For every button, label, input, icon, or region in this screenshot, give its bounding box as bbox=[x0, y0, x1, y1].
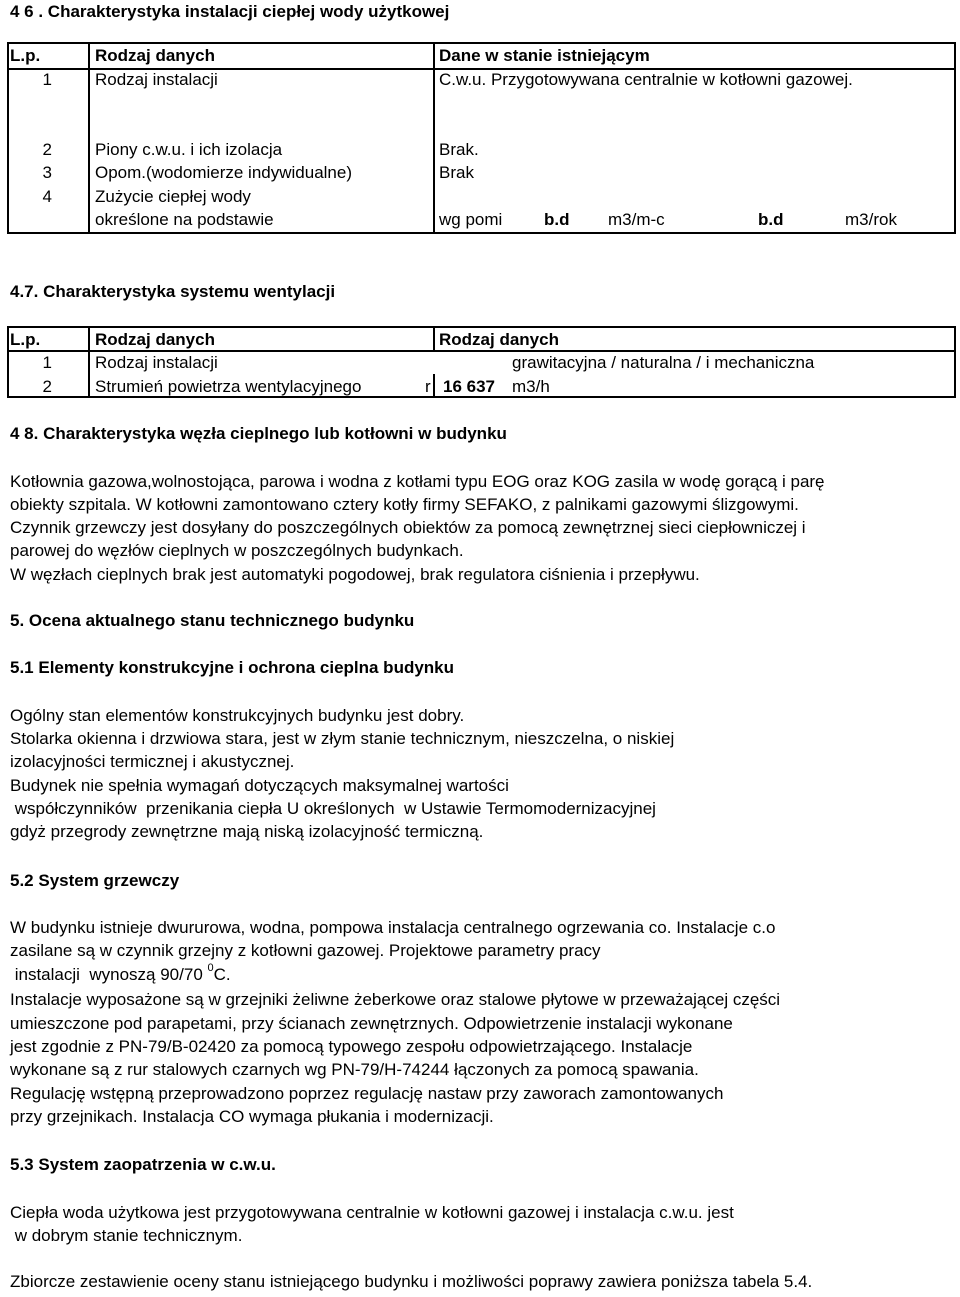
cwu-row-label: Zużycie ciepłej wody bbox=[95, 187, 251, 206]
ventilation-row-label: Rodzaj instalacji bbox=[95, 353, 218, 372]
ventilation-row-number: 1 bbox=[42, 353, 52, 372]
ventilation-row-label: Strumień powietrza wentylacyjnego bbox=[95, 377, 362, 396]
section-4-6-heading: 4 6 . Charakterystyka instalacji ciepłej wody użytkowej bbox=[10, 2, 450, 21]
degree-superscript: 0 bbox=[207, 962, 214, 975]
cwu-table-col-divider bbox=[433, 42, 435, 234]
ventilation-table-divider bbox=[7, 350, 956, 352]
paragraph-line: Czynnik grzewczy jest dosyłany do poszczególnych obiektów za pomocą zewnętrznej sieci ciepłowniczej i bbox=[10, 518, 806, 537]
ventilation-table-col-divider bbox=[433, 374, 435, 398]
cwu-row-value: Brak bbox=[439, 163, 474, 182]
ventilation-table-col-divider bbox=[433, 326, 435, 350]
section-5-heading: 5. Ocena aktualnego stanu technicznego budynku bbox=[10, 611, 415, 630]
temperature-unit: C. bbox=[213, 965, 231, 984]
paragraph-line: Kotłownia gazowa,wolnostojąca, parowa i wodna z kotłami typu EOG oraz KOG zasila w wodę gorącą i parę bbox=[10, 472, 825, 491]
temperature-text: instalacji wynoszą 90/70 bbox=[10, 965, 208, 984]
section-4-7-heading: 4.7. Charakterystyka systemu wentylacji bbox=[10, 282, 336, 301]
paragraph-line: gdyż przegrody zewnętrzne mają niską izolacyjność termiczną. bbox=[10, 822, 484, 841]
cwu-row-label: Opom.(wodomierze indywidualne) bbox=[95, 163, 353, 182]
paragraph-line: w dobrym stanie technicznym. bbox=[10, 1226, 243, 1245]
cwu-header-state: Dane w stanie istniejącym bbox=[439, 46, 650, 65]
cwu-table-col-divider bbox=[88, 42, 90, 234]
paragraph-line: parowej do węzłów cieplnych w poszczególnych budynkach. bbox=[10, 541, 464, 560]
cwu-usage-yearly: b.d bbox=[758, 210, 784, 229]
cwu-row-label: Rodzaj instalacji bbox=[95, 70, 218, 89]
section-5-2-heading: 5.2 System grzewczy bbox=[10, 871, 180, 890]
ventilation-row-value: grawitacyjna / naturalna / i mechaniczna bbox=[512, 353, 815, 372]
ventilation-airflow-value: 16 637 bbox=[443, 377, 495, 396]
section-5-1-heading: 5.1 Elementy konstrukcyjne i ochrona cieplna budynku bbox=[10, 658, 455, 677]
cwu-row-value: C.w.u. Przygotowywana centralnie w kotłowni gazowej. bbox=[439, 70, 853, 89]
paragraph-line: Ogólny stan elementów konstrukcyjnych budynku jest dobry. bbox=[10, 706, 465, 725]
paragraph-line: wykonane są z rur stalowych czarnych wg PN-79/H-74244 łączonych za pomocą spawania. bbox=[10, 1060, 699, 1079]
cwu-row-number: 4 bbox=[42, 187, 52, 206]
paragraph-line: W budynku istnieje dwururowa, wodna, pompowa instalacja centralnego ogrzewania co. Instalacje c.o bbox=[10, 918, 776, 937]
ventilation-header-type2: Rodzaj danych bbox=[439, 330, 559, 349]
ventilation-table-col-divider bbox=[88, 326, 90, 398]
paragraph-line: W węzłach cieplnych brak jest automatyki pogodowej, brak regulatora ciśnienia i przepływu. bbox=[10, 565, 700, 584]
cwu-header-type: Rodzaj danych bbox=[95, 46, 215, 65]
section-5-3-heading: 5.3 System zaopatrzenia w c.w.u. bbox=[10, 1155, 276, 1174]
ventilation-row-cut-text: r bbox=[425, 377, 431, 396]
paragraph-line: Budynek nie spełnia wymagań dotyczących maksymalnej wartości bbox=[10, 776, 509, 795]
cwu-row-label: Piony c.w.u. i ich izolacja bbox=[95, 140, 283, 159]
paragraph-line: przy grzejnikach. Instalacja CO wymaga płukania i modernizacji. bbox=[10, 1107, 494, 1126]
ventilation-row-number: 2 bbox=[42, 377, 52, 396]
paragraph-line bbox=[10, 962, 231, 985]
cwu-row-number: 3 bbox=[42, 163, 52, 182]
paragraph-line: umieszczone pod parapetami, przy ścianach zewnętrznych. Odpowietrzenie instalacji wykonane bbox=[10, 1014, 733, 1033]
paragraph-line: współczynników przenikania ciepła U określonych w Ustawie Termomodernizacyjnej bbox=[10, 799, 656, 818]
cwu-usage-basis: wg pomi bbox=[439, 210, 503, 229]
section-4-8-heading: 4 8. Charakterystyka węzła cieplnego lub kotłowni w budynku bbox=[10, 424, 507, 443]
paragraph-line: Ciepła woda użytkowa jest przygotowywana centralnie w kotłowni gazowej i instalacja c.w.u. jest bbox=[10, 1203, 734, 1222]
cwu-header-lp: L.p. bbox=[10, 46, 41, 65]
cwu-row-label-cont: określone na podstawie bbox=[95, 210, 274, 229]
ventilation-header-lp: L.p. bbox=[10, 330, 41, 349]
cwu-row-value: Brak. bbox=[439, 140, 479, 159]
paragraph-line: zasilane są w czynnik grzejny z kotłowni gazowej. Projektowe parametry pracy bbox=[10, 941, 601, 960]
cwu-usage-yearly-unit: m3/rok bbox=[845, 210, 897, 229]
paragraph-line: Stolarka okienna i drzwiowa stara, jest w złym stanie technicznym, nieszczelna, o niskiej bbox=[10, 729, 675, 748]
paragraph-line: Instalacje wyposażone są w grzejniki żeliwne żeberkowe oraz stalowe płytowe w przeważającej części bbox=[10, 990, 781, 1009]
cwu-row-number: 2 bbox=[42, 140, 52, 159]
paragraph-line: jest zgodnie z PN-79/B-02420 za pomocą typowego zespołu odpowietrzającego. Instalacje bbox=[10, 1037, 693, 1056]
paragraph-line: izolacyjności termicznej i akustycznej. bbox=[10, 752, 295, 771]
summary-footer-line: Zbiorcze zestawienie oceny stanu istniejącego budynku i możliwości poprawy zawiera poniższa tabela 5.4. bbox=[10, 1272, 813, 1291]
ventilation-airflow-unit: m3/h bbox=[512, 377, 550, 396]
ventilation-header-type: Rodzaj danych bbox=[95, 330, 215, 349]
cwu-row-number: 1 bbox=[42, 70, 52, 89]
paragraph-line: obiekty szpitala. W kotłowni zamontowano cztery kotły firmy SEFAKO, z palnikami gazowymi ślizgowymi. bbox=[10, 495, 799, 514]
paragraph-line: Regulację wstępną przeprowadzono poprzez regulację nastaw przy zaworach zamontowanych bbox=[10, 1084, 724, 1103]
cwu-usage-monthly-unit: m3/m-c bbox=[608, 210, 665, 229]
cwu-usage-monthly: b.d bbox=[544, 210, 570, 229]
